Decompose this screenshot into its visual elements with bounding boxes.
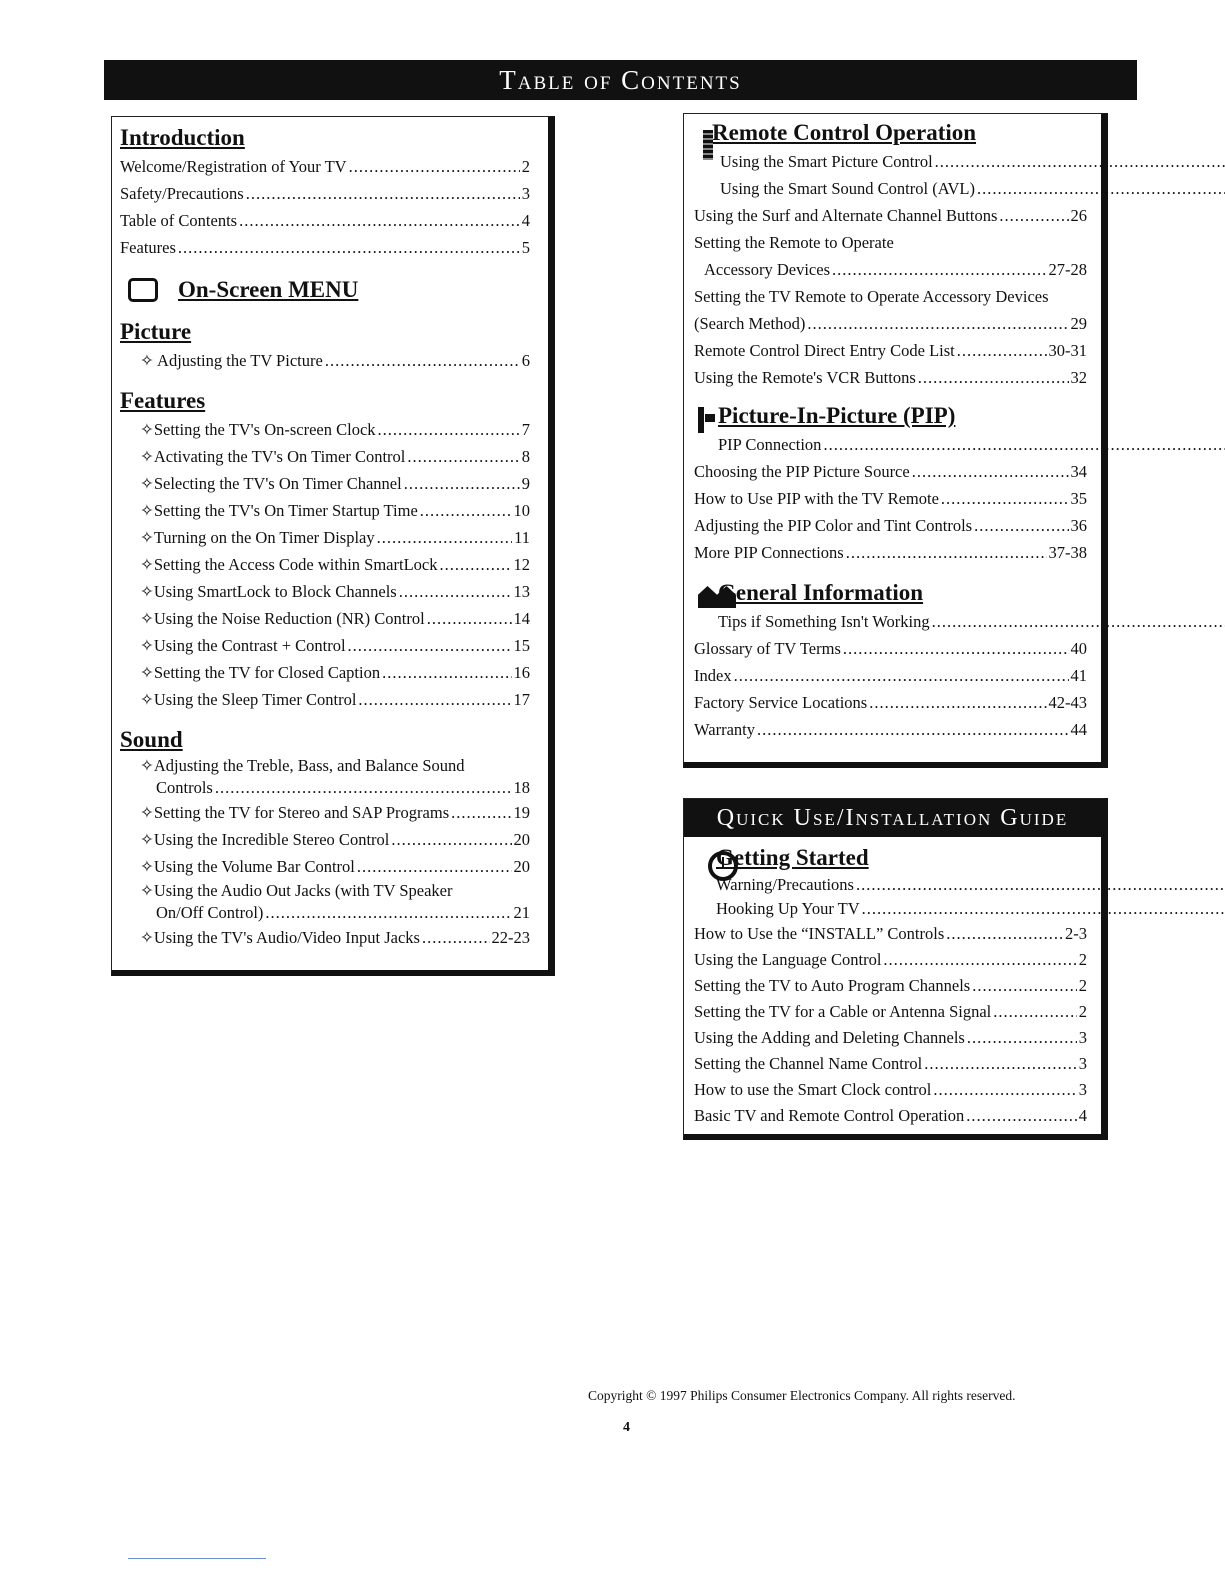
toc-entry[interactable]: Accessory Devices ..... 27-28 xyxy=(694,256,1087,283)
toc-entry[interactable]: Using the Remote's VCR Buttons ..... 32 xyxy=(694,364,1087,391)
toc-entry[interactable]: Adjusting the PIP Color and Tint Controls ..... 36 xyxy=(694,512,1087,539)
toc-entry[interactable]: ✧Selecting the TV's On Timer Channel ..... 9 xyxy=(120,470,530,497)
toc-entry[interactable]: ✧Turning on the On Timer Display ..... 11 xyxy=(120,524,530,551)
toc-entry[interactable]: Welcome/Registration of Your TV ..... 2 xyxy=(120,153,530,180)
toc-entry[interactable]: Factory Service Locations ..... 42-43 xyxy=(694,689,1087,716)
section-title-general-information[interactable]: General Information xyxy=(718,580,924,605)
pip-icon xyxy=(698,407,704,433)
scan-artifact-line xyxy=(128,1558,266,1559)
toc-entry[interactable]: PIP Connection ..... xyxy=(718,431,1225,458)
toc-entry[interactable]: Basic TV and Remote Control Operation ..... 4 xyxy=(694,1103,1087,1129)
section-title-getting-started[interactable]: Getting Started xyxy=(716,845,869,870)
introduction-list xyxy=(120,153,530,261)
toc-entry[interactable]: Features ..... 5 xyxy=(120,234,530,261)
section-title-pip[interactable]: Picture-In-Picture (PIP) xyxy=(718,403,956,428)
toc-entry[interactable]: ✧Using SmartLock to Block Channels ..... 13 xyxy=(120,578,530,605)
toc-entry[interactable]: Setting the TV for a Cable or Antenna Signal ..... 2 xyxy=(694,999,1087,1025)
toc-entry[interactable]: ✧Setting the TV for Stereo and SAP Programs ..... 19 xyxy=(120,799,530,826)
toc-entry[interactable]: ✧ Adjusting the TV Picture ..... 6 xyxy=(120,347,530,374)
toc-entry[interactable]: ✧Using the Noise Reduction (NR) Control ..... 14 xyxy=(120,605,530,632)
section-title-onscreen-menu[interactable]: On-Screen MENU xyxy=(178,277,359,302)
section-title-remote-control[interactable]: Remote Control Operation xyxy=(712,120,977,145)
toc-left-panel xyxy=(111,116,555,976)
toc-entry[interactable]: Using the Language Control ..... 2 xyxy=(694,947,1087,973)
toc-entry[interactable]: On/Off Control) ..... 21 xyxy=(120,902,530,924)
page-title: Table of Contents xyxy=(104,60,1137,100)
toc-entry[interactable]: Setting the Channel Name Control ..... 3 xyxy=(694,1051,1087,1077)
toc-entry[interactable]: ✧Using the Sleep Timer Control ..... 17 xyxy=(120,686,530,713)
sound-list xyxy=(120,755,530,951)
toc-entry[interactable]: How to Use the “INSTALL” Controls ..... 2-3 xyxy=(694,921,1087,947)
toc-entry[interactable]: More PIP Connections ..... 37-38 xyxy=(694,539,1087,566)
toc-entry[interactable]: (Search Method) ..... 29 xyxy=(694,310,1087,337)
quick-use-panel xyxy=(683,798,1108,1140)
toc-entry[interactable]: Tips if Something Isn't Working ..... xyxy=(718,608,1225,635)
toc-entry[interactable]: Using the Smart Picture Control ..... xyxy=(712,148,1225,175)
toc-entry[interactable]: Glossary of TV Terms ..... 40 xyxy=(694,635,1087,662)
toc-entry[interactable]: Using the Adding and Deleting Channels ..... 3 xyxy=(694,1025,1087,1051)
section-title-introduction[interactable]: Introduction xyxy=(120,125,245,150)
toc-entry-line1[interactable]: ✧Using the Audio Out Jacks (with TV Speaker xyxy=(140,881,453,900)
toc-entry[interactable]: ✧Setting the TV for Closed Caption ..... 16 xyxy=(120,659,530,686)
toc-entry[interactable]: ✧Setting the TV's On Timer Startup Time ..... 10 xyxy=(120,497,530,524)
toc-entry[interactable]: Remote Control Direct Entry Code List ..... 30-31 xyxy=(694,337,1087,364)
features-list xyxy=(120,416,530,713)
toc-entry[interactable]: Setting the TV to Auto Program Channels ..... 2 xyxy=(694,973,1087,999)
copyright-notice: Copyright © 1997 Philips Consumer Electronics Company. All rights reserved. xyxy=(588,1388,1016,1403)
toc-entry[interactable]: Hooking Up Your TV ..... xyxy=(716,897,1225,921)
toc-entry[interactable]: Warning/Precautions ..... xyxy=(716,873,1225,897)
quick-use-banner: Quick Use/Installation Guide xyxy=(684,799,1101,837)
toc-entry-line1[interactable]: Setting the Remote to Operate xyxy=(694,233,894,252)
tv-icon xyxy=(128,278,158,302)
toc-entry[interactable]: Warranty ..... 44 xyxy=(694,716,1087,743)
toc-entry[interactable]: Choosing the PIP Picture Source ..... 34 xyxy=(694,458,1087,485)
toc-entry-line1[interactable]: Setting the TV Remote to Operate Accessory Devices xyxy=(694,287,1049,306)
toc-right-panel xyxy=(683,113,1108,768)
toc-entry[interactable]: ✧Using the Volume Bar Control ..... 20 xyxy=(120,853,530,880)
toc-entry[interactable]: Table of Contents ..... 4 xyxy=(120,207,530,234)
toc-entry[interactable]: How to use the Smart Clock control ..... 3 xyxy=(694,1077,1087,1103)
toc-entry-line1[interactable]: ✧Adjusting the Treble, Bass, and Balance Sound xyxy=(140,756,465,775)
page-number: 4 xyxy=(623,1420,630,1435)
section-title-features[interactable]: Features xyxy=(120,388,206,413)
toc-entry[interactable]: Using the Surf and Alternate Channel Buttons ..... 26 xyxy=(694,202,1087,229)
toc-entry[interactable]: ✧Using the TV's Audio/Video Input Jacks ..... 22-23 xyxy=(120,924,530,951)
toc-entry[interactable]: Index ..... 41 xyxy=(694,662,1087,689)
section-title-picture[interactable]: Picture xyxy=(120,319,192,344)
toc-entry[interactable]: How to Use PIP with the TV Remote ..... 35 xyxy=(694,485,1087,512)
section-title-sound[interactable]: Sound xyxy=(120,727,183,752)
toc-entry[interactable]: ✧Setting the Access Code within SmartLock ..... 12 xyxy=(120,551,530,578)
toc-entry[interactable]: Safety/Precautions ..... 3 xyxy=(120,180,530,207)
toc-entry[interactable]: Using the Smart Sound Control (AVL) ..... xyxy=(712,175,1225,202)
toc-entry[interactable]: ✧Using the Contrast + Control ..... 15 xyxy=(120,632,530,659)
toc-entry[interactable]: Controls ..... 18 xyxy=(120,777,530,799)
toc-entry[interactable]: ✧Setting the TV's On-screen Clock ..... 7 xyxy=(120,416,530,443)
toc-entry[interactable]: ✧Using the Incredible Stereo Control ..... 20 xyxy=(120,826,530,853)
toc-entry[interactable]: ✧Activating the TV's On Timer Control ..... 8 xyxy=(120,443,530,470)
